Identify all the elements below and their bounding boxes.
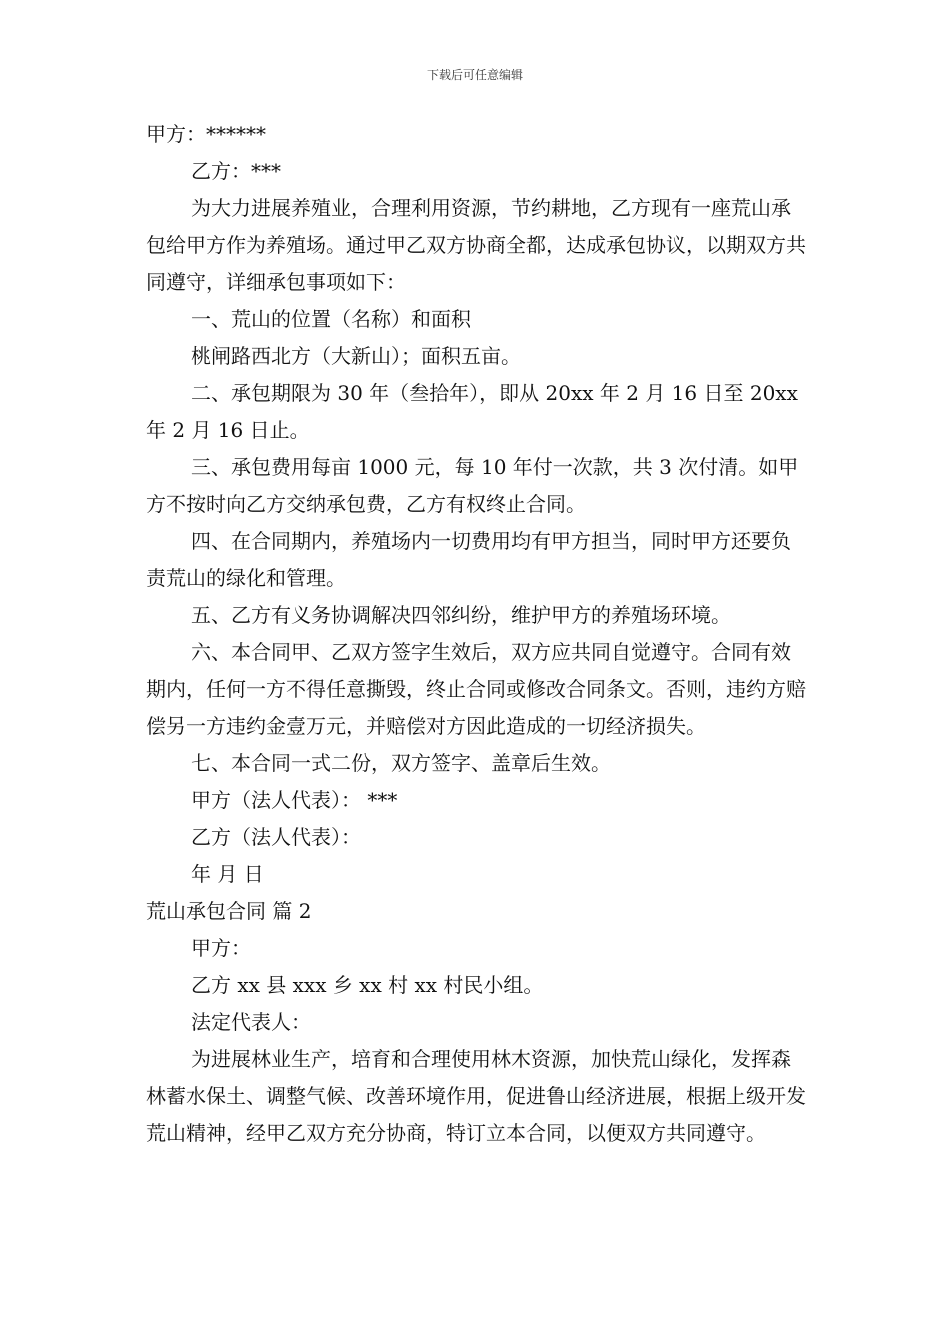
contract-2-intro: 为进展林业生产，培育和合理使用林木资源，加快荒山绿化，发挥森林蓄水保土、调整气候、改善环境作用，促进鲁山经济进展，根据上级开发荒山精神，经甲乙双方充分协商，特订立本合同，以便双方共同遵守。: [146, 1047, 806, 1145]
page-header-note: 下载后可任意编辑: [426, 68, 523, 82]
contract-2-party-a: 甲方：: [191, 936, 251, 960]
item-1-title: 一、荒山的位置（名称）和面积: [191, 307, 471, 331]
item-3: 三、承包费用每亩 1000 元，每 10 年付一次款，共 3 次付清。如甲方不按时向乙方交纳承包费，乙方有权终止合同。: [146, 455, 799, 516]
signature-party-b: 乙方（法人代表）：: [191, 825, 361, 849]
party-b-line: 乙方：***: [191, 159, 281, 183]
section-title-contract-2: 荒山承包合同 篇 2: [146, 899, 312, 923]
item-4: 四、在合同期内，养殖场内一切费用均有甲方担当，同时甲方还要负责荒山的绿化和管理。: [146, 529, 791, 590]
signature-party-a: 甲方（法人代表）： ***: [191, 788, 398, 812]
contract-intro: 为大力进展养殖业，合理利用资源，节约耕地，乙方现有一座荒山承包给甲方作为养殖场。通过甲乙双方协商全都，达成承包协议，以期双方共同遵守，详细承包事项如下：: [146, 196, 806, 294]
item-5: 五、乙方有义务协调解决四邻纠纷，维护甲方的养殖场环境。: [191, 603, 731, 627]
contract-2-party-b: 乙方 xx 县 xxx 乡 xx 村 xx 村民小组。: [191, 973, 544, 997]
item-6: 六、本合同甲、乙双方签字生效后，双方应共同自觉遵守。合同有效期内，任何一方不得任意撕毁，终止合同或修改合同条文。否则，违约方赔偿另一方违约金壹万元，并赔偿对方因此造成的一切经济损失。: [146, 640, 806, 738]
item-2: 二、承包期限为 30 年（叁拾年），即从 20xx 年 2 月 16 日至 20xx 年 2 月 16 日止。: [146, 381, 798, 442]
item-1-body: 桃闸路西北方（大新山）；面积五亩。: [191, 344, 521, 368]
date-line: 年 月 日: [191, 862, 264, 886]
item-7: 七、本合同一式二份，双方签字、盖章后生效。: [191, 751, 611, 775]
party-a-line: 甲方：******: [146, 122, 266, 146]
contract-2-legal-rep: 法定代表人：: [191, 1010, 311, 1034]
document-body: [146, 116, 810, 1152]
